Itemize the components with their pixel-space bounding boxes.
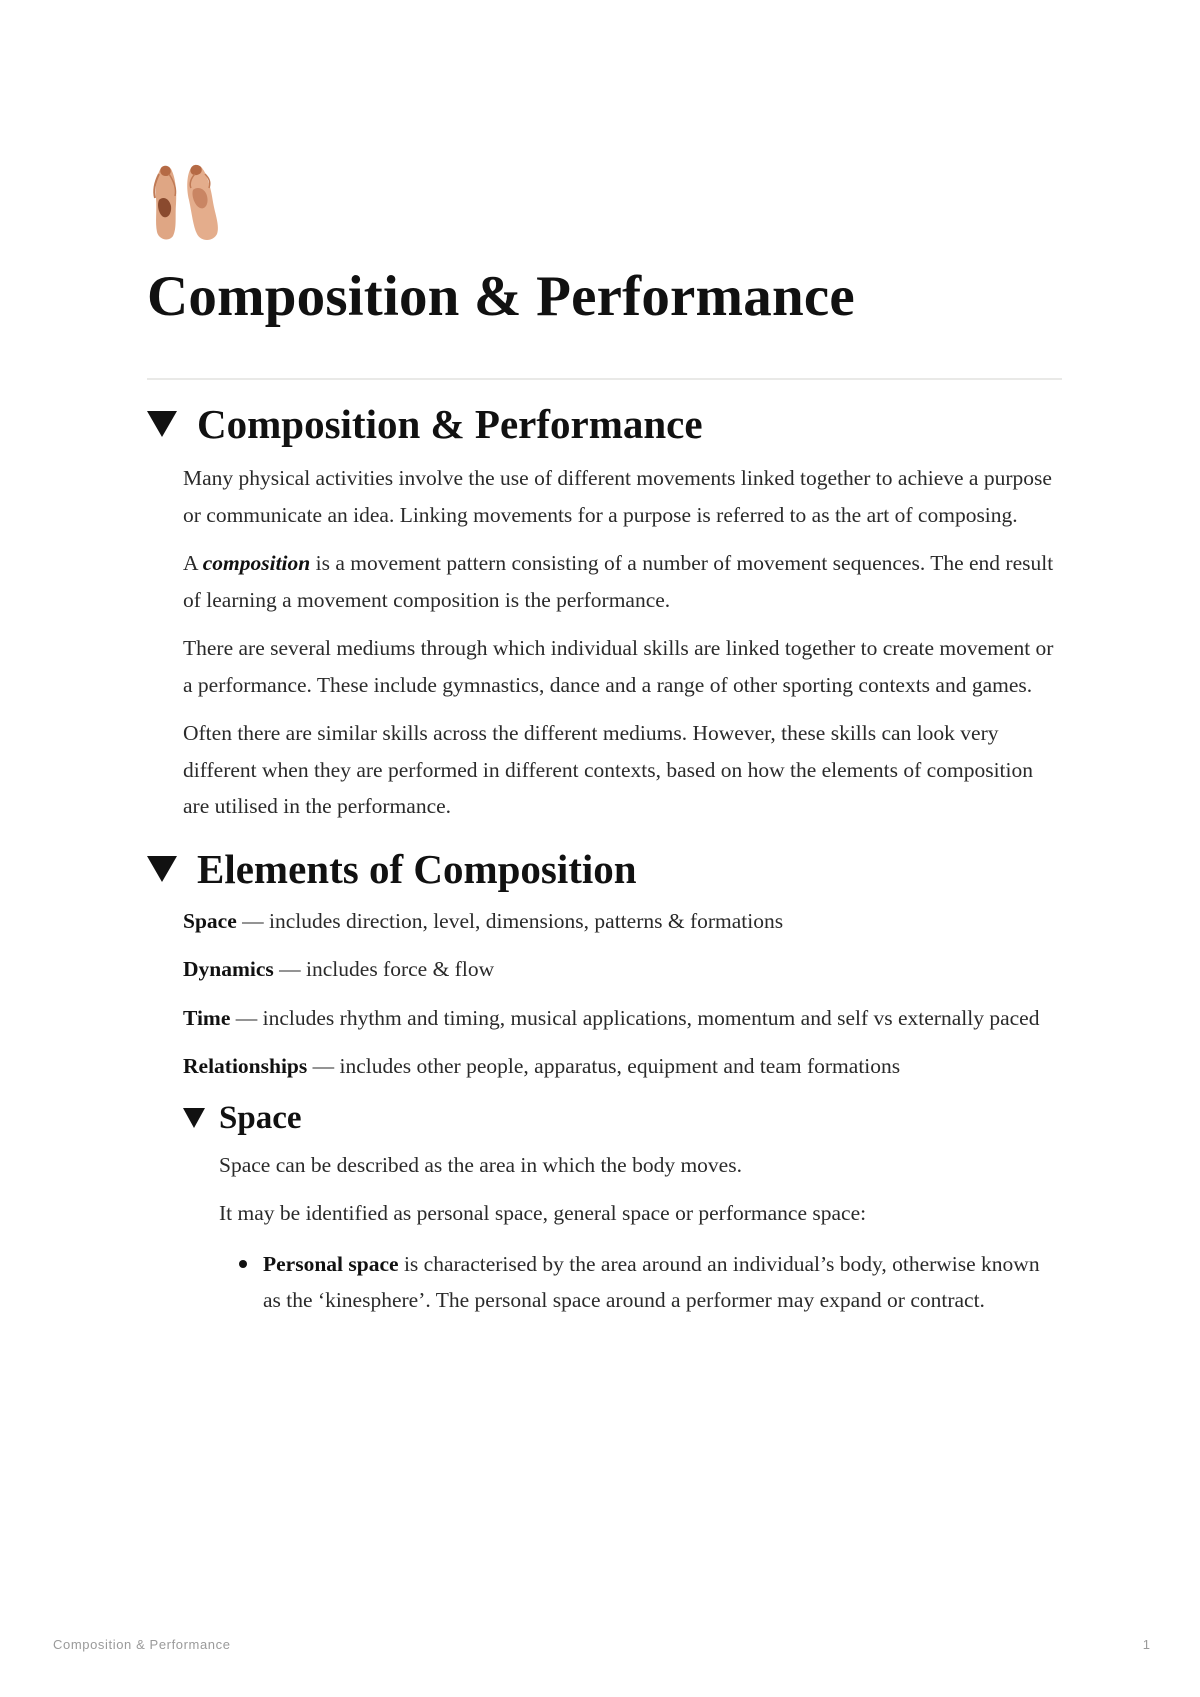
text-span: is a movement pattern consisting of a number of movement sequences. The end result of learning a movement composition is the performance. <box>183 551 1054 612</box>
paragraph <box>183 545 1062 618</box>
section-heading: Composition & Performance <box>197 401 703 447</box>
ballet-shoes-icon <box>147 160 229 244</box>
list-item <box>263 1246 1062 1319</box>
paragraph: There are several mediums through which individual skills are linked together to create movement or a performance. These include gymnastics, dance and a range of other sporting contexts and games. <box>183 636 1054 697</box>
emphasized-term: composition <box>202 551 311 575</box>
page-number: 1 <box>1142 1637 1150 1652</box>
toggle-triangle-icon[interactable] <box>147 411 177 437</box>
element-term: Relationships <box>183 1054 308 1078</box>
element-text: — includes rhythm and timing, musical applications, momentum and self vs externally paced <box>230 1005 1040 1030</box>
element-term: Time <box>183 1005 231 1030</box>
section-body <box>183 460 1062 825</box>
element-text: — includes other people, apparatus, equipment and team formations <box>307 1054 901 1078</box>
element-term: Dynamics <box>183 957 274 981</box>
element-item <box>183 1000 1062 1037</box>
paragraph: Often there are similar skills across the different mediums. However, these skills can look very different when they are performed in different contexts, based on how the elements of composition are utilised in the performance. <box>183 721 1033 818</box>
element-item <box>183 903 1062 940</box>
page-content <box>147 160 1062 1319</box>
section-heading: Elements of Composition <box>197 845 637 892</box>
paragraph: Space can be described as the area in which the body moves. <box>219 1152 742 1177</box>
element-item <box>183 1048 1062 1085</box>
subsection-heading: Space <box>219 1099 302 1136</box>
text-span: A <box>183 551 203 575</box>
element-term: Space <box>183 908 237 933</box>
toggle-triangle-icon[interactable] <box>183 1108 205 1128</box>
subsection-body <box>219 1147 1062 1319</box>
element-item <box>183 951 1062 988</box>
toggle-triangle-icon[interactable] <box>147 856 177 882</box>
bullet-term: Personal space <box>263 1251 399 1276</box>
paragraph: Many physical activities involve the use of different movements linked together to achieve a purpose or communicate an idea. Linking movements for a purpose is referred to as the art of composing. <box>183 466 1052 527</box>
divider <box>147 378 1062 380</box>
bullet-text: is characterised by the area around an individual’s body, otherwise known as the ‘kinesphere’. The personal space around a performer may expand or contract. <box>263 1251 1040 1312</box>
section-body <box>183 903 1062 1319</box>
toggle-elements-of-composition[interactable] <box>147 843 1062 895</box>
footer-title: Composition & Performance <box>53 1637 231 1652</box>
toggle-composition-performance[interactable] <box>147 398 1062 450</box>
element-text: — includes direction, level, dimensions, patterns & formations <box>236 908 784 933</box>
bullet-list <box>219 1246 1062 1319</box>
toggle-space[interactable] <box>183 1097 1062 1139</box>
element-text: — includes force & flow <box>273 957 495 981</box>
page-title: Composition & Performance <box>147 265 855 328</box>
paragraph: It may be identified as personal space, general space or performance space: <box>219 1201 867 1225</box>
